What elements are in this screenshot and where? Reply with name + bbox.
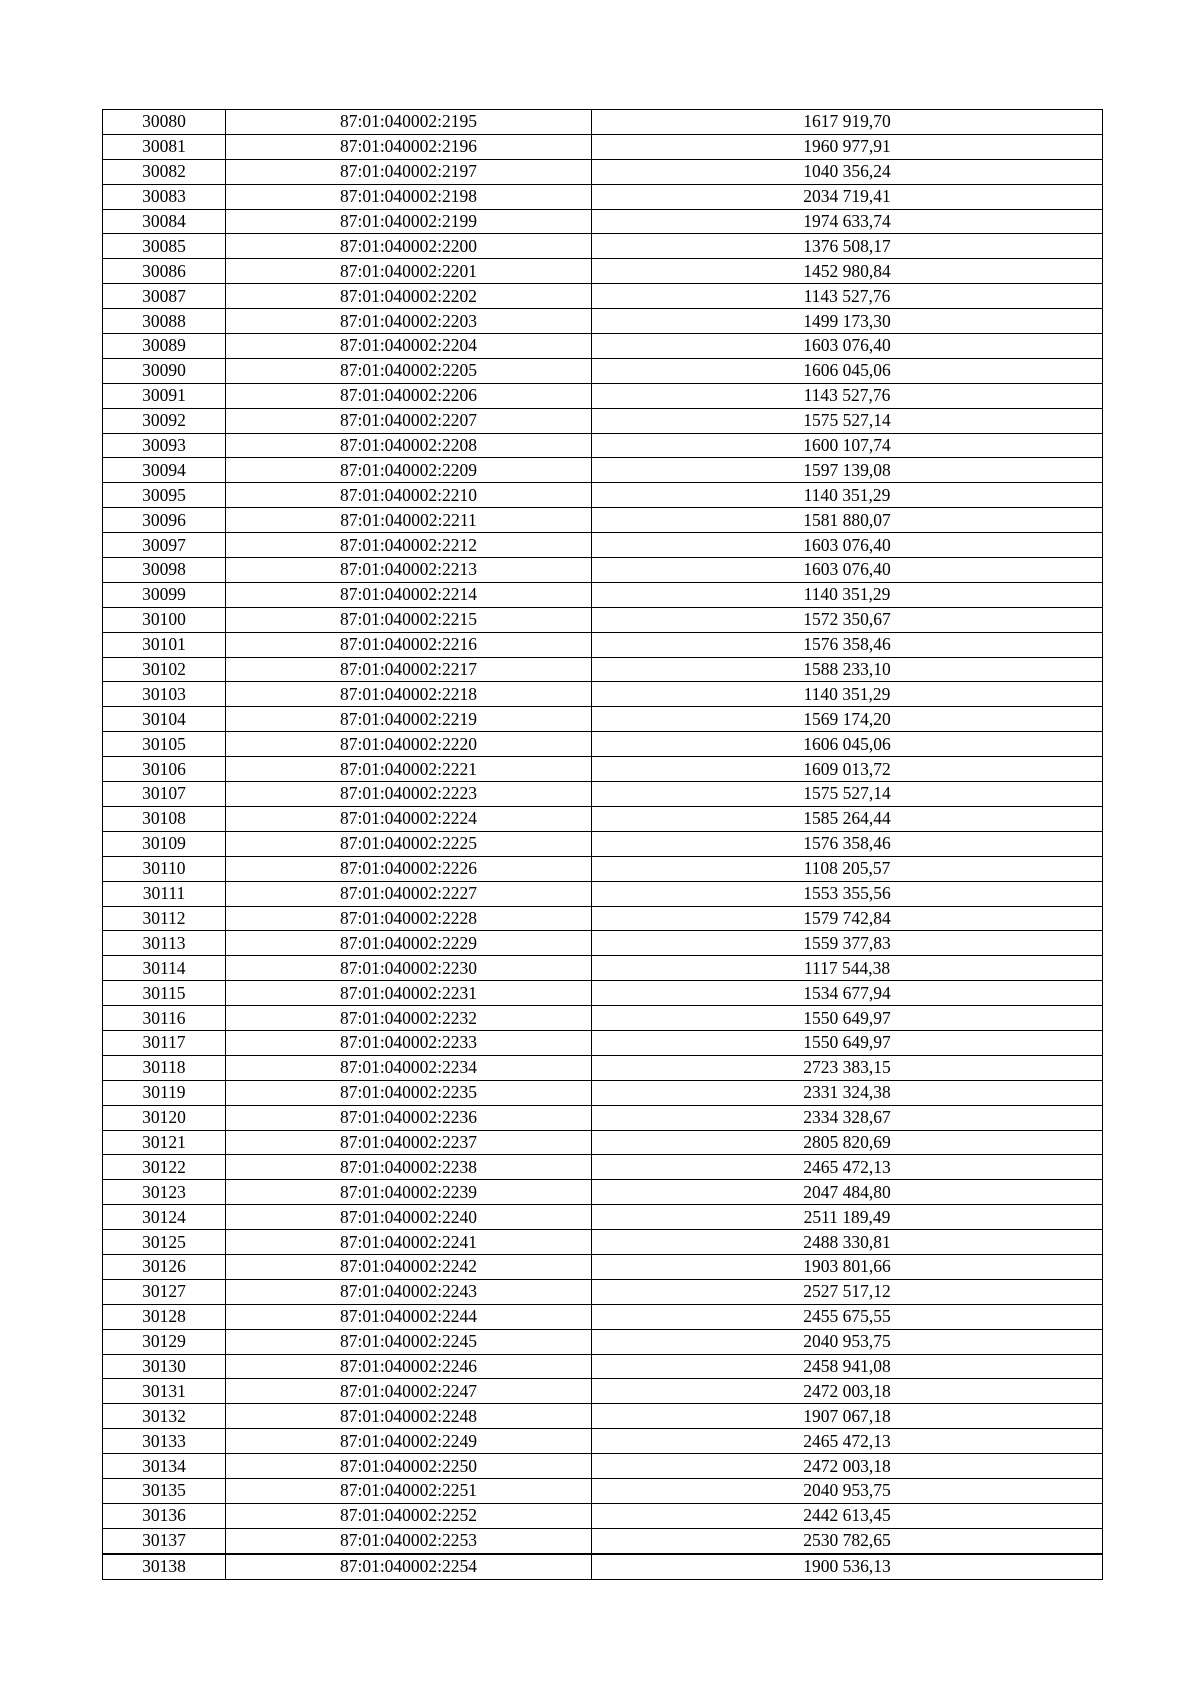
- cadastral-number-cell: 87:01:040002:2226: [226, 856, 592, 881]
- cadastral-number-cell: 87:01:040002:2221: [226, 757, 592, 782]
- table-row: [103, 582, 1103, 607]
- row-number-cell: 30138: [103, 1554, 226, 1579]
- cadastral-value-cell: 1907 067,18: [592, 1404, 1103, 1429]
- row-number-cell: 30112: [103, 906, 226, 931]
- cadastral-number-cell: 87:01:040002:2242: [226, 1254, 592, 1279]
- cadastral-number-cell: 87:01:040002:2216: [226, 632, 592, 657]
- cadastral-value-cell: 2723 383,15: [592, 1055, 1103, 1080]
- cadastral-number-cell: 87:01:040002:2235: [226, 1080, 592, 1105]
- cadastral-number-cell: 87:01:040002:2234: [226, 1055, 592, 1080]
- cadastral-number-cell: 87:01:040002:2215: [226, 607, 592, 632]
- table-row: [103, 134, 1103, 159]
- row-number-cell: 30129: [103, 1329, 226, 1354]
- cadastral-value-cell: 2511 189,49: [592, 1205, 1103, 1230]
- table-row: [103, 1304, 1103, 1329]
- cadastral-value-cell: 1603 076,40: [592, 533, 1103, 558]
- cadastral-number-cell: 87:01:040002:2240: [226, 1205, 592, 1230]
- row-number-cell: 30110: [103, 856, 226, 881]
- cadastral-value-cell: 2442 613,45: [592, 1503, 1103, 1528]
- row-number-cell: 30120: [103, 1105, 226, 1130]
- table-row: [103, 657, 1103, 682]
- row-number-cell: 30102: [103, 657, 226, 682]
- table-row: [103, 1155, 1103, 1180]
- cadastral-value-cell: 1117 544,38: [592, 956, 1103, 981]
- cadastral-number-cell: 87:01:040002:2203: [226, 309, 592, 334]
- cadastral-value-cell: 1960 977,91: [592, 134, 1103, 159]
- cadastral-value-cell: 1597 139,08: [592, 458, 1103, 483]
- row-number-cell: 30123: [103, 1180, 226, 1205]
- cadastral-value-cell: 1974 633,74: [592, 209, 1103, 234]
- cadastral-number-cell: 87:01:040002:2220: [226, 732, 592, 757]
- cadastral-number-cell: 87:01:040002:2198: [226, 184, 592, 209]
- cadastral-value-cell: 1534 677,94: [592, 981, 1103, 1006]
- row-number-cell: 30108: [103, 806, 226, 831]
- row-number-cell: 30096: [103, 508, 226, 533]
- row-number-cell: 30105: [103, 732, 226, 757]
- table-row: [103, 558, 1103, 583]
- row-number-cell: 30128: [103, 1304, 226, 1329]
- cadastral-value-cell: 1376 508,17: [592, 234, 1103, 259]
- table-row: [103, 483, 1103, 508]
- table-row: [103, 1454, 1103, 1479]
- row-number-cell: 30098: [103, 558, 226, 583]
- cadastral-value-cell: 1140 351,29: [592, 682, 1103, 707]
- table-row: [103, 1030, 1103, 1055]
- row-number-cell: 30100: [103, 607, 226, 632]
- cadastral-number-cell: 87:01:040002:2227: [226, 881, 592, 906]
- row-number-cell: 30106: [103, 757, 226, 782]
- row-number-cell: 30082: [103, 159, 226, 184]
- table-row: [103, 1354, 1103, 1379]
- cadastral-value-cell: 2472 003,18: [592, 1454, 1103, 1479]
- cadastral-number-cell: 87:01:040002:2217: [226, 657, 592, 682]
- cadastral-number-cell: 87:01:040002:2219: [226, 707, 592, 732]
- row-number-cell: 30133: [103, 1429, 226, 1454]
- table-row: [103, 383, 1103, 408]
- row-number-cell: 30111: [103, 881, 226, 906]
- cadastral-number-cell: 87:01:040002:2214: [226, 582, 592, 607]
- cadastral-value-cell: 2040 953,75: [592, 1329, 1103, 1354]
- cadastral-number-cell: 87:01:040002:2225: [226, 831, 592, 856]
- row-number-cell: 30135: [103, 1478, 226, 1503]
- table-row: [103, 707, 1103, 732]
- row-number-cell: 30099: [103, 582, 226, 607]
- cadastral-value-cell: 2465 472,13: [592, 1429, 1103, 1454]
- cadastral-number-cell: 87:01:040002:2237: [226, 1130, 592, 1155]
- table-row: [103, 1478, 1103, 1503]
- cadastral-value-cell: 2334 328,67: [592, 1105, 1103, 1130]
- row-number-cell: 30104: [103, 707, 226, 732]
- row-number-cell: 30134: [103, 1454, 226, 1479]
- row-number-cell: 30107: [103, 782, 226, 807]
- cadastral-value-cell: 1452 980,84: [592, 259, 1103, 284]
- row-number-cell: 30126: [103, 1254, 226, 1279]
- table-row: [103, 881, 1103, 906]
- row-number-cell: 30109: [103, 831, 226, 856]
- table-row: [103, 1105, 1103, 1130]
- cadastral-value-cell: 1606 045,06: [592, 358, 1103, 383]
- table-row: [103, 1205, 1103, 1230]
- cadastral-number-cell: 87:01:040002:2208: [226, 433, 592, 458]
- cadastral-number-cell: 87:01:040002:2243: [226, 1279, 592, 1304]
- cadastral-value-cell: 1550 649,97: [592, 1030, 1103, 1055]
- row-number-cell: 30091: [103, 383, 226, 408]
- table-row: [103, 1055, 1103, 1080]
- table-row: [103, 607, 1103, 632]
- table-row: [103, 682, 1103, 707]
- row-number-cell: 30117: [103, 1030, 226, 1055]
- cadastral-number-cell: 87:01:040002:2210: [226, 483, 592, 508]
- cadastral-value-cell: 1903 801,66: [592, 1254, 1103, 1279]
- cadastral-number-cell: 87:01:040002:2195: [226, 110, 592, 135]
- cadastral-value-cell: 2331 324,38: [592, 1080, 1103, 1105]
- row-number-cell: 30088: [103, 309, 226, 334]
- cadastral-number-cell: 87:01:040002:2250: [226, 1454, 592, 1479]
- table-row: [103, 831, 1103, 856]
- table-row: [103, 259, 1103, 284]
- cadastral-number-cell: 87:01:040002:2233: [226, 1030, 592, 1055]
- cadastral-number-cell: 87:01:040002:2196: [226, 134, 592, 159]
- row-number-cell: 30081: [103, 134, 226, 159]
- table-row: [103, 1180, 1103, 1205]
- cadastral-number-cell: 87:01:040002:2239: [226, 1180, 592, 1205]
- table-row: [103, 1080, 1103, 1105]
- table-row: [103, 159, 1103, 184]
- row-number-cell: 30136: [103, 1503, 226, 1528]
- cadastral-number-cell: 87:01:040002:2223: [226, 782, 592, 807]
- cadastral-value-cell: 1603 076,40: [592, 558, 1103, 583]
- row-number-cell: 30085: [103, 234, 226, 259]
- cadastral-value-cell: 1143 527,76: [592, 284, 1103, 309]
- table-row: [103, 1404, 1103, 1429]
- table-row: [103, 1429, 1103, 1454]
- cadastral-number-cell: 87:01:040002:2207: [226, 408, 592, 433]
- row-number-cell: 30087: [103, 284, 226, 309]
- table-row: [103, 1503, 1103, 1528]
- cadastral-number-cell: 87:01:040002:2236: [226, 1105, 592, 1130]
- cadastral-number-cell: 87:01:040002:2232: [226, 1006, 592, 1031]
- cadastral-number-cell: 87:01:040002:2205: [226, 358, 592, 383]
- cadastral-value-cell: 1579 742,84: [592, 906, 1103, 931]
- cadastral-value-cell: 2488 330,81: [592, 1230, 1103, 1255]
- table-row: [103, 433, 1103, 458]
- table-row: [103, 508, 1103, 533]
- table-row: [103, 234, 1103, 259]
- cadastral-number-cell: 87:01:040002:2248: [226, 1404, 592, 1429]
- table-row: [103, 458, 1103, 483]
- cadastral-value-cell: 1553 355,56: [592, 881, 1103, 906]
- row-number-cell: 30090: [103, 358, 226, 383]
- table-row: [103, 1329, 1103, 1354]
- cadastral-value-cell: 1559 377,83: [592, 931, 1103, 956]
- cadastral-number-cell: 87:01:040002:2244: [226, 1304, 592, 1329]
- table-row: [103, 732, 1103, 757]
- cadastral-number-cell: 87:01:040002:2200: [226, 234, 592, 259]
- cadastral-value-cell: 1581 880,07: [592, 508, 1103, 533]
- row-number-cell: 30094: [103, 458, 226, 483]
- table-row: [103, 110, 1103, 135]
- cadastral-number-cell: 87:01:040002:2254: [226, 1554, 592, 1579]
- row-number-cell: 30080: [103, 110, 226, 135]
- row-number-cell: 30119: [103, 1080, 226, 1105]
- table-row: [103, 284, 1103, 309]
- cadastral-value-cell: 1606 045,06: [592, 732, 1103, 757]
- cadastral-value-cell: 1575 527,14: [592, 408, 1103, 433]
- cadastral-value-cell: 1600 107,74: [592, 433, 1103, 458]
- cadastral-number-cell: 87:01:040002:2204: [226, 334, 592, 359]
- cadastral-number-cell: 87:01:040002:2229: [226, 931, 592, 956]
- table-row: [103, 408, 1103, 433]
- cadastral-value-cell: 2472 003,18: [592, 1379, 1103, 1404]
- table-row: [103, 906, 1103, 931]
- table-row: [103, 782, 1103, 807]
- table-row: [103, 209, 1103, 234]
- row-number-cell: 30086: [103, 259, 226, 284]
- registry-table-body: [103, 110, 1103, 1580]
- cadastral-number-cell: 87:01:040002:2251: [226, 1478, 592, 1503]
- cadastral-value-cell: 1609 013,72: [592, 757, 1103, 782]
- row-number-cell: 30114: [103, 956, 226, 981]
- cadastral-value-cell: 1140 351,29: [592, 483, 1103, 508]
- table-row: [103, 334, 1103, 359]
- row-number-cell: 30125: [103, 1230, 226, 1255]
- cadastral-value-cell: 2527 517,12: [592, 1279, 1103, 1304]
- cadastral-number-cell: 87:01:040002:2206: [226, 383, 592, 408]
- table-row: [103, 184, 1103, 209]
- cadastral-value-cell: 1603 076,40: [592, 334, 1103, 359]
- cadastral-value-cell: 1572 350,67: [592, 607, 1103, 632]
- row-number-cell: 30127: [103, 1279, 226, 1304]
- table-row: [103, 856, 1103, 881]
- cadastral-number-cell: 87:01:040002:2213: [226, 558, 592, 583]
- cadastral-number-cell: 87:01:040002:2224: [226, 806, 592, 831]
- table-row: [103, 1254, 1103, 1279]
- cadastral-value-cell: 1588 233,10: [592, 657, 1103, 682]
- row-number-cell: 30122: [103, 1155, 226, 1180]
- cadastral-value-cell: 2458 941,08: [592, 1354, 1103, 1379]
- table-row: [103, 1528, 1103, 1553]
- cadastral-value-cell: 2047 484,80: [592, 1180, 1103, 1205]
- table-row: [103, 309, 1103, 334]
- row-number-cell: 30113: [103, 931, 226, 956]
- cadastral-number-cell: 87:01:040002:2230: [226, 956, 592, 981]
- cadastral-number-cell: 87:01:040002:2209: [226, 458, 592, 483]
- cadastral-value-cell: 1140 351,29: [592, 582, 1103, 607]
- cadastral-number-cell: 87:01:040002:2231: [226, 981, 592, 1006]
- cadastral-number-cell: 87:01:040002:2212: [226, 533, 592, 558]
- table-row: [103, 1230, 1103, 1255]
- row-number-cell: 30115: [103, 981, 226, 1006]
- cadastral-number-cell: 87:01:040002:2252: [226, 1503, 592, 1528]
- row-number-cell: 30103: [103, 682, 226, 707]
- row-number-cell: 30089: [103, 334, 226, 359]
- cadastral-value-cell: 1550 649,97: [592, 1006, 1103, 1031]
- row-number-cell: 30092: [103, 408, 226, 433]
- cadastral-number-cell: 87:01:040002:2211: [226, 508, 592, 533]
- table-row: [103, 1130, 1103, 1155]
- cadastral-value-cell: 2040 953,75: [592, 1478, 1103, 1503]
- cadastral-value-cell: 1576 358,46: [592, 831, 1103, 856]
- cadastral-value-cell: 1585 264,44: [592, 806, 1103, 831]
- cadastral-value-cell: 1040 356,24: [592, 159, 1103, 184]
- row-number-cell: 30132: [103, 1404, 226, 1429]
- table-row: [103, 1379, 1103, 1404]
- row-number-cell: 30101: [103, 632, 226, 657]
- cadastral-value-cell: 1617 919,70: [592, 110, 1103, 135]
- table-row: [103, 1279, 1103, 1304]
- cadastral-number-cell: 87:01:040002:2218: [226, 682, 592, 707]
- cadastral-number-cell: 87:01:040002:2241: [226, 1230, 592, 1255]
- cadastral-value-cell: 2455 675,55: [592, 1304, 1103, 1329]
- table-row: [103, 956, 1103, 981]
- row-number-cell: 30124: [103, 1205, 226, 1230]
- table-row: [103, 1554, 1103, 1579]
- row-number-cell: 30097: [103, 533, 226, 558]
- cadastral-value-cell: 1108 205,57: [592, 856, 1103, 881]
- row-number-cell: 30083: [103, 184, 226, 209]
- cadastral-value-cell: 1576 358,46: [592, 632, 1103, 657]
- table-row: [103, 632, 1103, 657]
- cadastral-number-cell: 87:01:040002:2201: [226, 259, 592, 284]
- row-number-cell: 30131: [103, 1379, 226, 1404]
- row-number-cell: 30121: [103, 1130, 226, 1155]
- cadastral-value-cell: 2034 719,41: [592, 184, 1103, 209]
- cadastral-value-cell: 2530 782,65: [592, 1528, 1103, 1553]
- cadastral-number-cell: 87:01:040002:2238: [226, 1155, 592, 1180]
- table-row: [103, 533, 1103, 558]
- table-row: [103, 931, 1103, 956]
- table-row: [103, 806, 1103, 831]
- cadastral-number-cell: 87:01:040002:2247: [226, 1379, 592, 1404]
- cadastral-value-cell: 1143 527,76: [592, 383, 1103, 408]
- table-row: [103, 757, 1103, 782]
- row-number-cell: 30116: [103, 1006, 226, 1031]
- row-number-cell: 30093: [103, 433, 226, 458]
- cadastral-value-cell: 2465 472,13: [592, 1155, 1103, 1180]
- cadastral-value-cell: 2805 820,69: [592, 1130, 1103, 1155]
- cadastral-number-cell: 87:01:040002:2199: [226, 209, 592, 234]
- row-number-cell: 30130: [103, 1354, 226, 1379]
- row-number-cell: 30084: [103, 209, 226, 234]
- cadastral-value-cell: 1575 527,14: [592, 782, 1103, 807]
- cadastral-value-cell: 1499 173,30: [592, 309, 1103, 334]
- cadastral-number-cell: 87:01:040002:2245: [226, 1329, 592, 1354]
- row-number-cell: 30095: [103, 483, 226, 508]
- table-row: [103, 981, 1103, 1006]
- cadastral-value-cell: 1569 174,20: [592, 707, 1103, 732]
- cadastral-number-cell: 87:01:040002:2202: [226, 284, 592, 309]
- table-row: [103, 358, 1103, 383]
- cadastral-number-cell: 87:01:040002:2228: [226, 906, 592, 931]
- table-row: [103, 1006, 1103, 1031]
- cadastral-number-cell: 87:01:040002:2249: [226, 1429, 592, 1454]
- row-number-cell: 30118: [103, 1055, 226, 1080]
- cadastral-value-cell: 1900 536,13: [592, 1554, 1103, 1579]
- cadastral-number-cell: 87:01:040002:2246: [226, 1354, 592, 1379]
- cadastral-number-cell: 87:01:040002:2197: [226, 159, 592, 184]
- registry-table: [102, 109, 1103, 1580]
- row-number-cell: 30137: [103, 1528, 226, 1553]
- cadastral-number-cell: 87:01:040002:2253: [226, 1528, 592, 1553]
